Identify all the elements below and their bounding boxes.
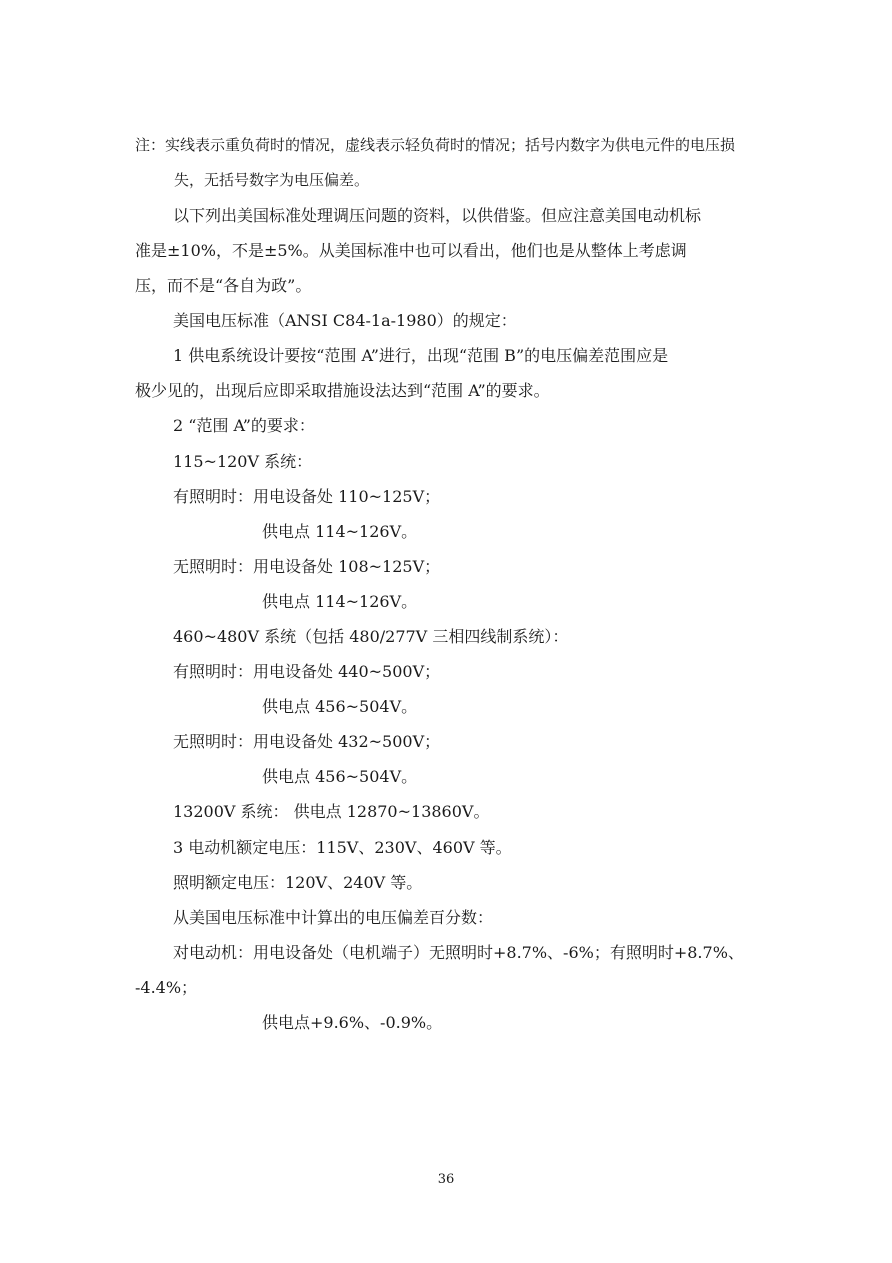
intro-paragraph-line-2: 准是±10%，不是±5%。从美国标准中也可以看出，他们也是从整体上考虑调 xyxy=(135,241,687,260)
page-number: 36 xyxy=(437,1172,455,1187)
s2-unlit-equipment: 无照明时：用电设备处 432~500V； xyxy=(173,732,441,751)
motor-line-2: -4.4%； xyxy=(135,978,198,997)
item-2-heading: 2 “范围 A”的要求： xyxy=(173,416,315,435)
s1-unlit-equipment: 无照明时：用电设备处 108~125V； xyxy=(173,557,441,576)
item-1-line-1: 1 供电系统设计要按“范围 A”进行，出现“范围 B”的电压偏差范围应是 xyxy=(173,346,669,365)
motor-line-1: 对电动机：用电设备处（电机端子）无照明时+8.7%、-6%；有照明时+8.7%、 xyxy=(173,943,744,962)
standard-title: 美国电压标准（ANSI C84-1a-1980）的规定： xyxy=(173,311,517,330)
s1-lit-supply: 供电点 114~126V。 xyxy=(262,522,418,541)
s2-lit-supply: 供电点 456~504V。 xyxy=(262,697,418,716)
system-460-480-heading: 460~480V 系统（包括 480/277V 三相四线制系统）： xyxy=(173,627,569,646)
system-13200: 13200V 系统： 供电点 12870~13860V。 xyxy=(173,802,490,821)
intro-paragraph-line-3: 压，而不是“各自为政”。 xyxy=(135,276,312,295)
system-115-120-heading: 115~120V 系统： xyxy=(173,452,313,471)
item-1-line-2: 极少见的，出现后应即采取措施设法达到“范围 A”的要求。 xyxy=(135,381,550,400)
note-line-1: 注：实线表示重负荷时的情况，虚线表示轻负荷时的情况；括号内数字为供电元件的电压损 xyxy=(135,136,736,154)
s2-lit-equipment: 有照明时：用电设备处 440~500V； xyxy=(173,662,441,681)
s1-lit-equipment: 有照明时：用电设备处 110~125V； xyxy=(173,487,441,506)
intro-paragraph-line-1: 以下列出美国标准处理调压问题的资料，以供借鉴。但应注意美国电动机标 xyxy=(173,206,702,225)
calc-heading: 从美国电压标准中计算出的电压偏差百分数： xyxy=(173,908,494,927)
item-3: 3 电动机额定电压：115V、230V、460V 等。 xyxy=(173,838,512,857)
lighting-rated-voltage: 照明额定电压：120V、240V 等。 xyxy=(173,873,423,892)
motor-supply: 供电点+9.6%、-0.9%。 xyxy=(262,1013,443,1032)
note-line-2: 失，无括号数字为电压偏差。 xyxy=(174,171,370,189)
s2-unlit-supply: 供电点 456~504V。 xyxy=(262,767,418,786)
s1-unlit-supply: 供电点 114~126V。 xyxy=(262,592,418,611)
